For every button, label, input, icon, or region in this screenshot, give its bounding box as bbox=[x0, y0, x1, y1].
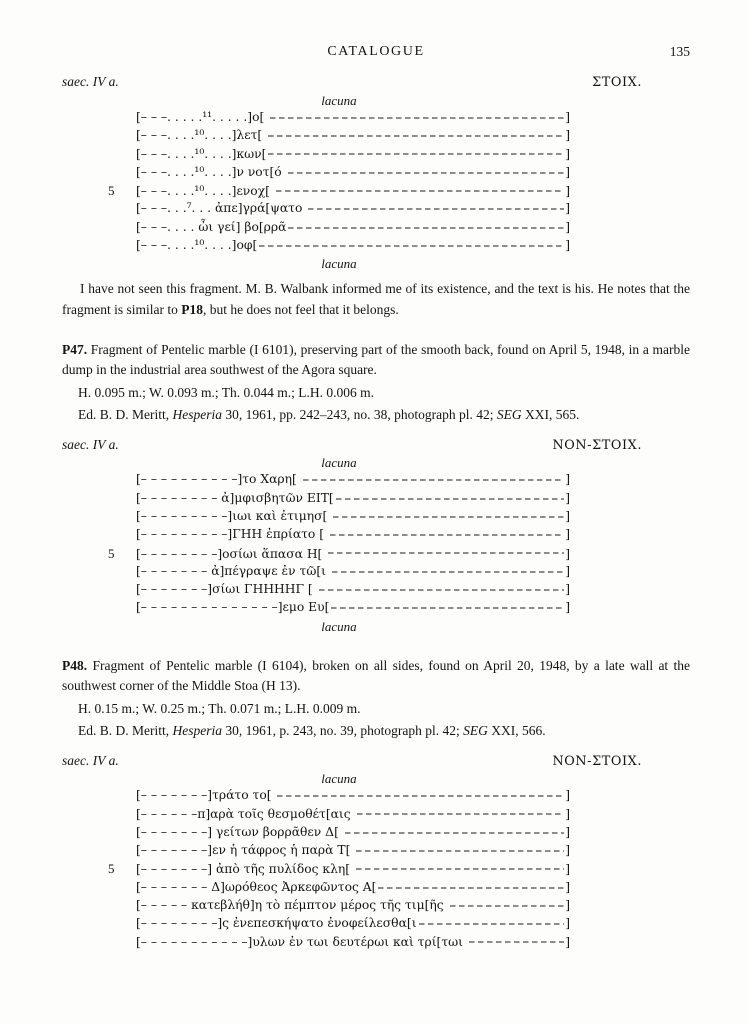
lacuna-label: lacuna bbox=[321, 618, 357, 634]
closing-bracket: ] bbox=[565, 934, 570, 949]
page-header bbox=[62, 44, 690, 64]
closing-bracket: ] bbox=[565, 146, 570, 161]
line-number: 5 bbox=[108, 545, 115, 561]
lacuna-dashes bbox=[336, 493, 564, 503]
greek-line-text: [– – – – – – – – –]ΓΗΗ ἐπρίατο [ bbox=[136, 527, 328, 542]
lacuna-label: lacuna bbox=[321, 93, 357, 108]
closing-bracket: ] bbox=[565, 238, 570, 253]
entry-label: P47. bbox=[62, 341, 88, 357]
greek-text-block-p47 bbox=[108, 455, 570, 635]
p47-description bbox=[62, 340, 690, 381]
greek-line bbox=[108, 472, 570, 490]
lacuna-dashes bbox=[259, 241, 564, 251]
greek-line bbox=[108, 238, 570, 256]
p18-reference: P18 bbox=[181, 301, 203, 317]
inscription-1-heading bbox=[62, 74, 690, 90]
closing-bracket: ] bbox=[565, 600, 570, 615]
stoich-label: ΝΟΝ-ΣΤΟΙΧ. bbox=[552, 438, 642, 454]
greek-line-text: [– – – – – – –]εν ἡ τάφρος ἡ παρὰ Τ[ bbox=[136, 843, 355, 858]
greek-line-text: [– – –. . . . .¹¹. . . . .]ο[ bbox=[136, 110, 269, 124]
closing-bracket: ] bbox=[565, 490, 570, 505]
greek-line-text: [– – – – – – – – –]ιωι καὶ ἐτιμησ[ bbox=[136, 508, 332, 523]
greek-line-text: [– – – – – – –] ἀπὸ τῆς πυλίδος κλη[ bbox=[136, 862, 354, 877]
greek-line bbox=[108, 165, 570, 183]
lacuna-dashes bbox=[419, 919, 565, 929]
greek-line-text: [– – – – – – – – – – –]υλων ἐν τωι δευτέρωι καὶ τρί[τωι bbox=[136, 934, 467, 949]
greek-line-text: [– – – – – – – – – –]το Χαρη[ bbox=[136, 472, 301, 487]
lacuna-dashes bbox=[332, 567, 564, 577]
greek-text-block-1 bbox=[108, 93, 570, 273]
p47-edition bbox=[78, 407, 690, 423]
closing-bracket: ] bbox=[565, 806, 570, 821]
lacuna-label: lacuna bbox=[321, 256, 357, 272]
edition-text-a: Ed. B. D. Meritt, bbox=[78, 723, 173, 739]
closing-bracket: ] bbox=[565, 219, 570, 234]
greek-line bbox=[108, 110, 570, 128]
closing-bracket: ] bbox=[565, 472, 570, 487]
greek-line bbox=[108, 201, 570, 219]
lacuna-dashes bbox=[319, 585, 565, 595]
saec-label: saec. IV a. bbox=[62, 437, 119, 453]
entry-p47 bbox=[62, 340, 690, 636]
stoich-label: ΣΤΟΙΧ. bbox=[592, 75, 642, 90]
closing-bracket: ] bbox=[565, 582, 570, 597]
closing-bracket: ] bbox=[565, 879, 570, 894]
greek-line-text: [– – – – – – – ἀ]πέγραψε ἐν τῶ[ι bbox=[136, 563, 330, 578]
lacuna-dashes bbox=[328, 548, 564, 558]
greek-line bbox=[108, 220, 570, 238]
greek-line bbox=[108, 582, 570, 600]
page-number: 135 bbox=[669, 44, 690, 59]
edition-text-c: XXI, 565. bbox=[521, 407, 580, 423]
greek-line bbox=[108, 600, 570, 618]
greek-line-text: [– – – – – – – – – – – – – –]εμο Ευ[ bbox=[136, 600, 330, 615]
greek-line bbox=[108, 527, 570, 545]
lacuna-dashes bbox=[331, 603, 564, 613]
lacuna-dashes bbox=[268, 131, 564, 141]
closing-bracket: ] bbox=[565, 788, 570, 803]
greek-line bbox=[108, 147, 570, 165]
entry-description-text: Fragment of Pentelic marble (I 6101), preserving part of the smooth back, found on April 5, 1948, in a marble dump in the industrial area southwest of the Agora square. bbox=[62, 341, 690, 378]
closing-bracket: ] bbox=[565, 184, 570, 199]
greek-line-text: [– – – – – – – Δ]ωρόθεος Ἀρκεφῶντος Α[ bbox=[136, 879, 377, 894]
greek-line bbox=[108, 861, 570, 879]
greek-line-text: [– – – – – – – –]ς ἐνεπεσκήψατο ἐνοφείλεσθα[ι bbox=[136, 916, 417, 931]
note-text-2: , but he does not feel that it belongs. bbox=[202, 301, 399, 317]
lacuna-dashes bbox=[356, 846, 564, 856]
entry-p48 bbox=[62, 656, 690, 953]
lacuna-dashes bbox=[357, 809, 565, 819]
greek-lines-p48 bbox=[108, 788, 570, 953]
lacuna-dashes bbox=[268, 149, 564, 159]
closing-bracket: ] bbox=[565, 201, 570, 216]
hesperia-title: Hesperia bbox=[172, 723, 222, 739]
greek-line-text: [– – –. . . .¹⁰. . . .]λετ[ bbox=[136, 128, 267, 143]
greek-line bbox=[108, 564, 570, 582]
line-number: 5 bbox=[108, 183, 115, 199]
greek-line bbox=[108, 843, 570, 861]
closing-bracket: ] bbox=[565, 164, 570, 179]
lacuna-dashes bbox=[450, 901, 565, 911]
greek-line-text: [– – –. . . .¹⁰. . . .]ν νοτ[ό bbox=[136, 164, 286, 179]
lacuna-dashes bbox=[277, 791, 564, 801]
lacuna-dashes bbox=[333, 512, 564, 522]
lacuna-dashes bbox=[270, 113, 564, 123]
lacuna-dashes bbox=[303, 475, 564, 485]
greek-line bbox=[108, 898, 570, 916]
inscription-p47-heading bbox=[62, 437, 690, 453]
saec-label: saec. IV a. bbox=[62, 74, 119, 89]
greek-line-text: [– – – – – – –] γείτων βορρᾶθεν Δ[ bbox=[136, 824, 343, 839]
greek-line bbox=[108, 916, 570, 934]
closing-bracket: ] bbox=[565, 527, 570, 542]
greek-line bbox=[108, 183, 570, 201]
closing-bracket: ] bbox=[565, 546, 570, 561]
closing-bracket: ] bbox=[565, 110, 570, 124]
seg-title: SEG bbox=[496, 407, 522, 423]
closing-bracket: ] bbox=[565, 563, 570, 578]
greek-line bbox=[108, 128, 570, 146]
edition-text-a: Ed. B. D. Meritt, bbox=[78, 407, 173, 423]
lacuna-dashes bbox=[276, 186, 564, 196]
edition-text-b: 30, 1961, p. 243, no. 39, photograph pl. 42; bbox=[222, 723, 464, 739]
greek-line-text: [– – – – – – –]τράτο το[ bbox=[136, 788, 276, 803]
closing-bracket: ] bbox=[565, 843, 570, 858]
closing-bracket: ] bbox=[565, 508, 570, 523]
closing-bracket: ] bbox=[565, 862, 570, 877]
note-text-1: I have not seen this fragment. M. B. Walbank informed me of its existence, and the text is his. He notes that the fragment is similar to bbox=[62, 281, 690, 317]
entry-label: P48. bbox=[62, 657, 88, 673]
lacuna-dashes bbox=[288, 222, 564, 232]
greek-line-text: [– – –. . . .¹⁰. . . .]κων[ bbox=[136, 146, 267, 161]
edition-text-b: 30, 1961, pp. 242–243, no. 38, photograph pl. 42; bbox=[222, 407, 497, 423]
greek-line bbox=[108, 491, 570, 509]
lacuna-label: lacuna bbox=[321, 455, 357, 471]
lacuna-dashes bbox=[330, 530, 564, 540]
greek-line bbox=[108, 880, 570, 898]
greek-line bbox=[108, 509, 570, 527]
note-paragraph bbox=[62, 279, 690, 320]
inscription-p48-heading bbox=[62, 753, 690, 769]
lacuna-dashes bbox=[356, 864, 564, 874]
greek-line-text: [– – – – – – –]σίωι ΓΗΗΗΗΓ [ bbox=[136, 582, 317, 597]
edition-text-c: XXI, 566. bbox=[487, 723, 546, 739]
greek-line-text: [– – – – – – – – ἀ]μφισβητῶν ΕΙΤ[ bbox=[136, 490, 334, 505]
inscription-block-1 bbox=[62, 74, 690, 273]
closing-bracket: ] bbox=[565, 916, 570, 931]
lacuna-label: lacuna bbox=[321, 771, 357, 787]
greek-line bbox=[108, 935, 570, 953]
entry-description-text: Fragment of Pentelic marble (I 6104), broken on all sides, found on April 20, 1948, by a late wall at the southwest corner of the Middle Stoa (H 13). bbox=[62, 657, 690, 693]
p47-dimensions: H. 0.095 m.; W. 0.093 m.; Th. 0.044 m.; L.H. 0.006 m. bbox=[78, 385, 375, 401]
greek-lines-p47 bbox=[108, 472, 570, 618]
greek-text-block-p48 bbox=[108, 771, 570, 953]
seg-title: SEG bbox=[463, 723, 488, 739]
greek-line bbox=[108, 788, 570, 806]
greek-line-text: [– – – – – –π]αρὰ τοῖς θεσμοθέτ[αις bbox=[136, 806, 355, 821]
greek-line-text: [– – –. . . . ὦι γεί] βο[ρρᾶ bbox=[136, 219, 287, 234]
greek-line-text: [– – –. . .⁷. . . ἀπε]γρά[ψατο bbox=[136, 201, 307, 216]
closing-bracket: ] bbox=[565, 128, 570, 143]
greek-line bbox=[108, 546, 570, 564]
hesperia-title: Hesperia bbox=[172, 407, 222, 423]
p48-edition bbox=[78, 723, 690, 739]
stoich-label: ΝΟΝ-ΣΤΟΙΧ. bbox=[552, 754, 642, 770]
greek-line-text: [– – – – – – – –]οσίωι ἅπασα Η[ bbox=[136, 546, 327, 561]
p48-description bbox=[62, 656, 690, 697]
saec-label: saec. IV a. bbox=[62, 753, 119, 769]
greek-line-text: [– – –. . . .¹⁰. . . .]οφ[ bbox=[136, 238, 258, 253]
greek-line-text: [– – –. . . .¹⁰. . . .]ενοχ[ bbox=[136, 184, 274, 199]
lacuna-dashes bbox=[378, 882, 564, 892]
page-title: CATALOGUE bbox=[327, 44, 425, 59]
greek-line-text: [– – – – – κατεβλήθ]η τὸ πέμπτον μέρος τῆς τιμ[ῆς bbox=[136, 898, 448, 913]
line-number: 5 bbox=[108, 861, 115, 877]
closing-bracket: ] bbox=[565, 898, 570, 913]
lacuna-dashes bbox=[308, 204, 564, 214]
greek-line bbox=[108, 825, 570, 843]
p48-dimensions: H. 0.15 m.; W. 0.25 m.; Th. 0.071 m.; L.H. 0.009 m. bbox=[78, 701, 361, 717]
lacuna-dashes bbox=[469, 937, 564, 947]
lacuna-dashes bbox=[288, 168, 565, 178]
greek-line bbox=[108, 807, 570, 825]
greek-lines-1 bbox=[108, 110, 570, 256]
lacuna-dashes bbox=[345, 827, 564, 837]
closing-bracket: ] bbox=[565, 824, 570, 839]
